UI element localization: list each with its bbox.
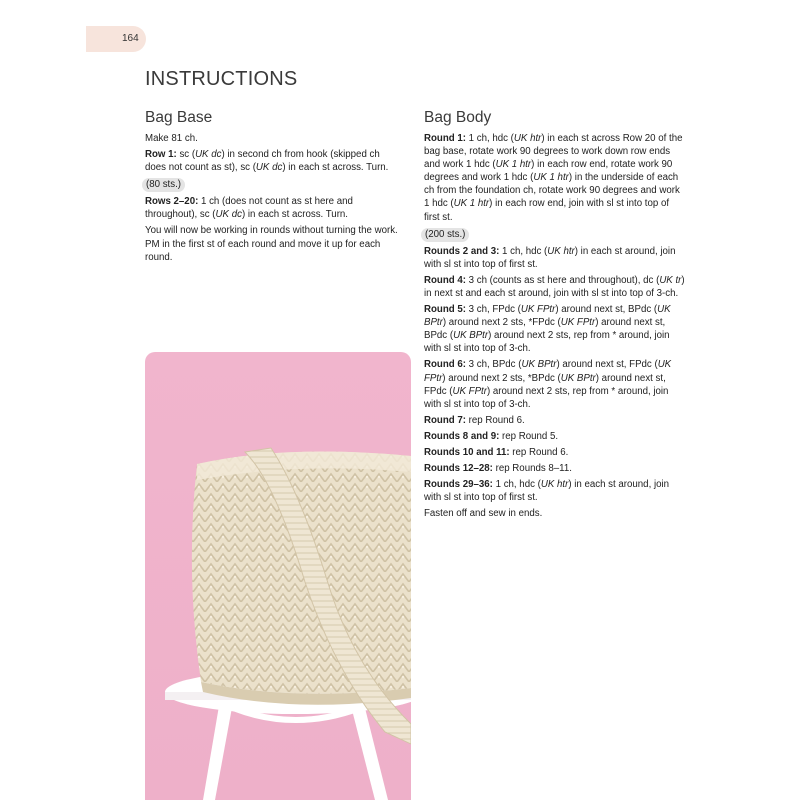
- bag-base-title: Bag Base: [145, 109, 213, 126]
- round-6-instruction: Round 6: 3 ch, BPdc (UK BPtr) around next st, FPdc (UK FPtr) around next 2 sts, *BPdc (UK BPtr) around next st, FPdc (UK FPtr) around next 2 sts, rep from * around, join with sl st into top of 3-ch.: [424, 359, 672, 410]
- bag-body-section: [424, 108, 686, 523]
- rounds-12-28-instruction: Rounds 12–28: rep Rounds 8–11.: [424, 463, 572, 475]
- page-number: 164: [122, 33, 139, 44]
- finish-instruction: Fasten off and sew in ends.: [424, 508, 543, 520]
- rows-2-20-instruction: Rows 2–20: 1 ch (does not count as st here and throughout), sc (UK dc) in each st across. Turn.: [145, 196, 353, 221]
- page-heading: INSTRUCTIONS: [145, 68, 298, 90]
- bag-body: [192, 452, 411, 694]
- page-number-tab: [86, 26, 146, 52]
- round-4-instruction: Round 4: 3 ch (counts as st here and throughout), dc (UK tr) in next st and each st around, join with sl st into top of 3-ch.: [424, 274, 685, 299]
- rounds-2-3-instruction: Rounds 2 and 3: 1 ch, hdc (UK htr) in each st around, join with sl st into top of first st.: [424, 245, 676, 270]
- rounds-8-9-instruction: Rounds 8 and 9: rep Round 5.: [424, 430, 559, 442]
- round-1-instruction: Round 1: 1 ch, hdc (UK htr) in each st across Row 20 of the bag base, rotate work 90 degrees to work down row ends and work 1 hdc (UK 1 htr) in each row end, rotate work 90 degrees and work 1 hdc (UK 1 htr) in the underside of each ch from the foundation ch, rotate work 90 degrees and work 1 hdc (UK 1 htr) in each row end, join with sl st into top of first st.: [424, 133, 683, 223]
- round-5-instruction: Round 5: 3 ch, FPdc (UK FPtr) around next st, BPdc (UK BPtr) around next 2 sts, *FPdc (UK FPtr) around next st, BPdc (UK BPtr) around next 2 sts, rep from * around, join with sl st into top of 3-ch.: [424, 304, 671, 355]
- bag-body-title: Bag Body: [424, 109, 492, 126]
- make-instruction: Make 81 ch.: [145, 133, 198, 144]
- rounds-29-36-instruction: Rounds 29–36: 1 ch, hdc (UK htr) in each st around, join with sl st into top of first st.: [424, 479, 670, 504]
- rounds-10-11-instruction: Rounds 10 and 11: rep Round 6.: [424, 446, 569, 458]
- crochet-bag-photo: [145, 352, 411, 800]
- round-7-instruction: Round 7: rep Round 6.: [424, 414, 525, 426]
- row-1-instruction: Row 1: sc (UK dc) in second ch from hook (skipped ch does not count as st), sc (UK dc) in each st across. Turn.: [145, 149, 389, 174]
- row-1-stitch-count: (80 sts.): [142, 178, 185, 192]
- bag-base-section: [145, 108, 400, 267]
- round-1-stitch-count: (200 sts.): [421, 228, 469, 242]
- rounds-note: You will now be working in rounds without turning the work. PM in the first st of each round and move it up for each round.: [145, 225, 398, 263]
